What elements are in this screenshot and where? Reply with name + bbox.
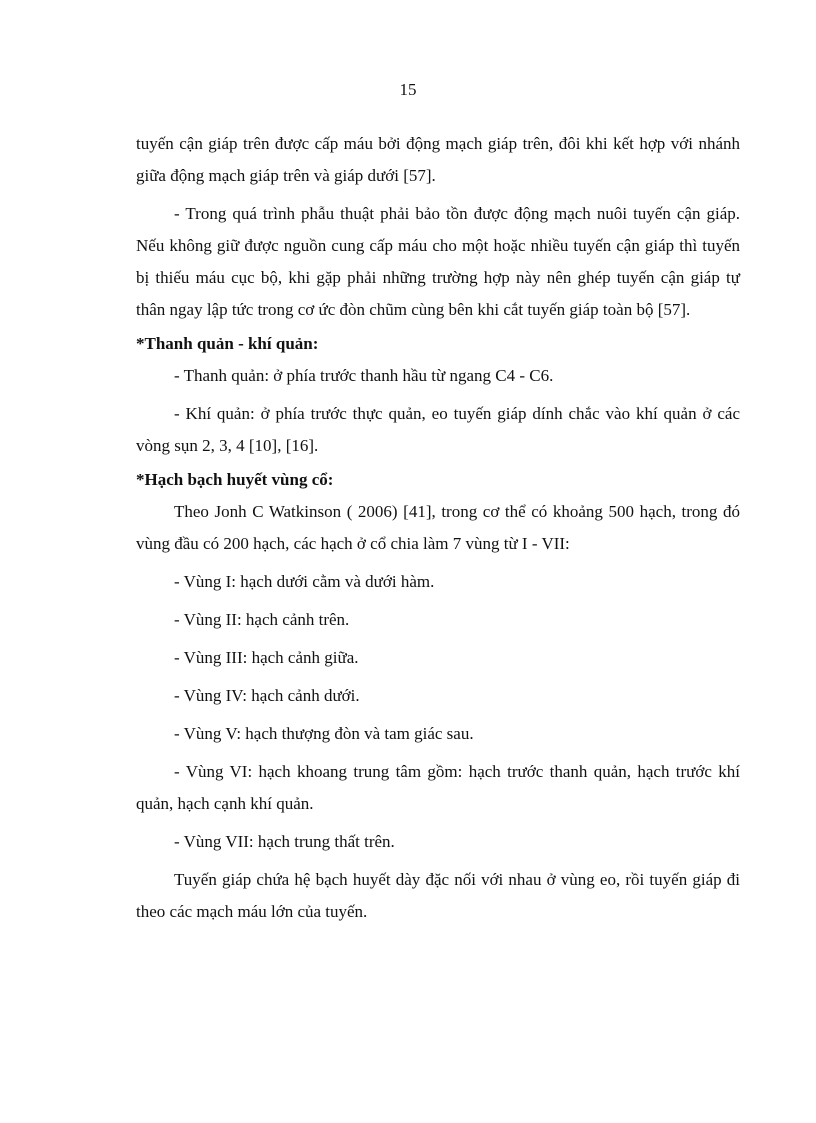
item-zone-6: - Vùng VI: hạch khoang trung tâm gồm: hạch trước thanh quản, hạch trước khí quản, hạch cạnh khí quản. bbox=[136, 762, 740, 813]
heading-larynx-trachea: *Thanh quản - khí quản: bbox=[136, 334, 319, 353]
paragraph-parathyroid-blood-supply: tuyến cận giáp trên được cấp máu bởi động mạch giáp trên, đôi khi kết hợp với nhánh giữa động mạch giáp trên và giáp dưới [57]. bbox=[136, 134, 740, 185]
heading-cervical-lymph-nodes: *Hạch bạch huyết vùng cổ: bbox=[136, 470, 334, 489]
paragraph-lymph-intro: Theo Jonh C Watkinson ( 2006) [41], trong cơ thể có khoảng 500 hạch, trong đó vùng đầu có 200 hạch, các hạch ở cổ chia làm 7 vùng từ I - VII: bbox=[136, 502, 740, 553]
item-larynx: - Thanh quản: ở phía trước thanh hầu từ ngang C4 - C6. bbox=[174, 366, 554, 385]
item-zone-2: - Vùng II: hạch cảnh trên. bbox=[174, 610, 350, 629]
page-content bbox=[136, 128, 740, 928]
paragraph-surgery-preservation: - Trong quá trình phẫu thuật phải bảo tồn được động mạch nuôi tuyến cận giáp. Nếu không giữ được nguồn cung cấp máu cho một hoặc nhiều tuyến cận giáp thì tuyến bị thiếu máu cục bộ, khi gặp phải những trường hợp này nên ghép tuyến cận giáp tự thân ngay lập tức trong cơ ức đòn chũm cùng bên khi cắt tuyến giáp toàn bộ [57]. bbox=[136, 204, 740, 319]
page-number: 15 bbox=[399, 80, 417, 99]
paragraph-thyroid-lymphatics: Tuyến giáp chứa hệ bạch huyết dày đặc nối với nhau ở vùng eo, rồi tuyến giáp đi theo các mạch máu lớn của tuyến. bbox=[136, 870, 740, 921]
item-zone-4: - Vùng IV: hạch cảnh dưới. bbox=[174, 686, 360, 705]
item-zone-1: - Vùng I: hạch dưới cằm và dưới hàm. bbox=[174, 572, 435, 591]
item-zone-7: - Vùng VII: hạch trung thất trên. bbox=[174, 832, 395, 851]
item-trachea: - Khí quản: ở phía trước thực quản, eo tuyến giáp dính chắc vào khí quản ở các vòng sụn 2, 3, 4 [10], [16]. bbox=[136, 404, 740, 455]
item-zone-5: - Vùng V: hạch thượng đòn và tam giác sau. bbox=[174, 724, 474, 743]
item-zone-3: - Vùng III: hạch cảnh giữa. bbox=[174, 648, 359, 667]
